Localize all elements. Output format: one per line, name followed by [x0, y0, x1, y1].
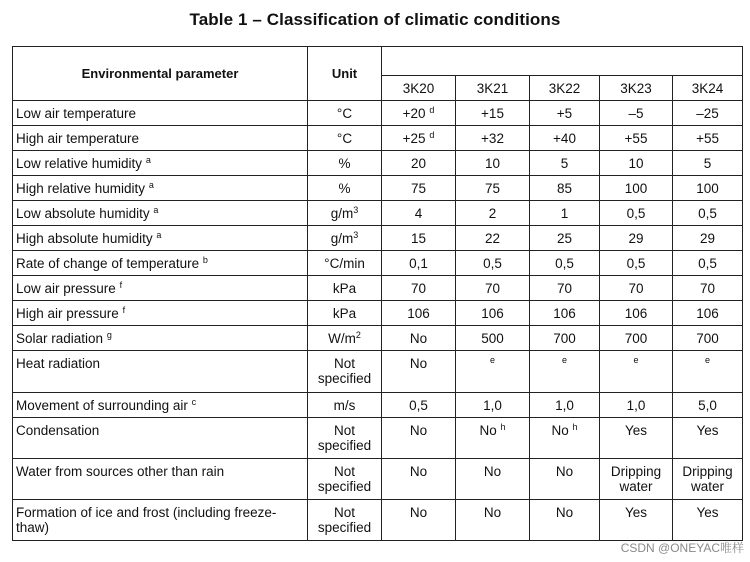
unit-cell: [308, 151, 382, 176]
unit-exponent: 3: [353, 204, 359, 215]
value-cell: [530, 151, 600, 176]
parameter-label: Rate of change of temperature: [16, 255, 200, 271]
unit-label: kPa: [332, 280, 357, 296]
unit-cell: [308, 251, 382, 276]
value-text: No: [409, 330, 428, 346]
footnote-marker: f: [122, 304, 126, 315]
unit-label: Not specified: [317, 505, 372, 535]
value-cell: [456, 226, 530, 251]
value-text: 5: [560, 155, 569, 171]
header-unit: Unit: [308, 47, 382, 101]
value-cell: [600, 459, 673, 500]
value-cell: [382, 393, 456, 418]
footnote-marker: h: [572, 422, 578, 432]
value-cell: [600, 276, 673, 301]
value-text: 70: [484, 280, 501, 296]
unit-cell: [308, 500, 382, 541]
table-row: [13, 326, 743, 351]
value-text: 5: [703, 155, 712, 171]
table-row: [13, 126, 743, 151]
value-text: 100: [624, 180, 648, 196]
value-text: 20: [410, 155, 427, 171]
unit-cell: [308, 301, 382, 326]
parameter-label: Low air temperature: [16, 105, 137, 121]
value-cell: [673, 351, 743, 393]
unit-label: g/m: [330, 205, 354, 221]
value-text: Yes: [624, 423, 648, 438]
value-cell: [382, 418, 456, 459]
table-row: [13, 151, 743, 176]
value-cell: [600, 251, 673, 276]
unit-cell: [308, 101, 382, 126]
value-cell: [456, 500, 530, 541]
parameter-label: Low absolute humidity: [16, 205, 150, 221]
value-cell: [530, 500, 600, 541]
value-cell: [673, 276, 743, 301]
parameter-label: High air temperature: [16, 130, 140, 146]
value-text: 29: [700, 230, 716, 246]
unit-cell: [308, 418, 382, 459]
value-text: –5: [628, 105, 644, 121]
footnote-marker: a: [145, 154, 151, 165]
value-cell: [530, 226, 600, 251]
unit-cell: [308, 459, 382, 500]
footnote-marker: g: [106, 329, 112, 340]
value-text: 0,5: [555, 255, 574, 271]
header-class: 3K20: [382, 76, 456, 101]
value-text: Yes: [696, 505, 719, 520]
parameter-label: Low relative humidity: [16, 155, 143, 171]
value-cell: [530, 326, 600, 351]
value-text: 75: [410, 180, 427, 196]
value-text: 106: [624, 305, 648, 321]
footnote-marker: c: [191, 396, 197, 407]
table-row: [13, 101, 743, 126]
value-text: Dripping water: [610, 464, 662, 494]
value-text: +20: [402, 105, 426, 121]
value-cell: [600, 101, 673, 126]
footnote-marker: a: [148, 179, 154, 190]
parameter-cell: [13, 151, 308, 176]
value-cell: [382, 151, 456, 176]
value-cell: [456, 301, 530, 326]
value-cell: [673, 151, 743, 176]
parameter-label: Heat radiation: [16, 356, 101, 371]
value-text: 700: [696, 330, 719, 346]
unit-label: °C: [336, 105, 353, 121]
table-row: [13, 351, 743, 393]
value-cell: [456, 326, 530, 351]
value-cell: [382, 301, 456, 326]
value-text: Dripping water: [682, 464, 733, 494]
parameter-cell: [13, 500, 308, 541]
unit-cell: [308, 126, 382, 151]
value-cell: [456, 393, 530, 418]
value-text: 70: [700, 280, 716, 296]
value-text: 70: [628, 280, 644, 296]
value-text: +55: [696, 130, 719, 146]
value-text: 0,5: [698, 255, 717, 271]
parameter-cell: [13, 101, 308, 126]
value-cell: [530, 459, 600, 500]
table-row: [13, 301, 743, 326]
unit-label: W/m: [328, 330, 356, 346]
table-title: Table 1 – Classification of climatic conditions: [189, 10, 561, 29]
value-text: 106: [696, 305, 719, 321]
header-parameter: Environmental parameter: [13, 47, 308, 101]
value-text: Yes: [624, 505, 648, 520]
header-class: 3K23: [600, 76, 673, 101]
table-row: [13, 393, 743, 418]
watermark: CSDN @ONEYAC唯样: [620, 541, 744, 555]
unit-cell: [308, 351, 382, 393]
unit-label: °C/min: [324, 255, 365, 271]
value-cell: [600, 418, 673, 459]
parameter-cell: [13, 226, 308, 251]
value-text: 1,0: [626, 397, 646, 413]
value-cell: [673, 201, 743, 226]
value-cell: [600, 226, 673, 251]
value-text: +5: [556, 105, 573, 121]
value-text: 700: [624, 330, 648, 346]
header-class: 3K22: [530, 76, 600, 101]
value-text: 2: [488, 205, 497, 221]
unit-cell: [308, 176, 382, 201]
value-text: 70: [410, 280, 427, 296]
value-cell: [673, 393, 743, 418]
value-cell: [382, 459, 456, 500]
parameter-label: Low air pressure: [16, 280, 116, 296]
value-cell: [382, 276, 456, 301]
value-cell: [600, 201, 673, 226]
table-body: [13, 101, 743, 541]
value-cell: [600, 326, 673, 351]
value-text: 0,5: [483, 255, 502, 271]
footnote-marker: e: [705, 355, 711, 365]
value-cell: [673, 326, 743, 351]
value-cell: [456, 351, 530, 393]
value-text: No: [483, 505, 502, 520]
value-cell: [456, 276, 530, 301]
value-cell: [382, 500, 456, 541]
value-text: 25: [556, 230, 573, 246]
footnote-marker: d: [429, 129, 435, 140]
value-text: No: [409, 505, 428, 520]
value-text: 1,0: [555, 397, 574, 413]
value-text: No: [555, 464, 574, 479]
value-text: No: [483, 464, 502, 479]
value-cell: [530, 101, 600, 126]
parameter-cell: [13, 418, 308, 459]
table-row: [13, 276, 743, 301]
header-class: 3K21: [456, 76, 530, 101]
parameter-label: Solar radiation: [16, 330, 104, 346]
value-text: No: [551, 423, 569, 438]
value-cell: [456, 126, 530, 151]
value-cell: [673, 418, 743, 459]
parameter-label: Movement of surrounding air: [16, 397, 188, 413]
unit-label: %: [338, 180, 351, 196]
value-cell: [530, 393, 600, 418]
unit-cell: [308, 201, 382, 226]
value-cell: [530, 276, 600, 301]
header-class-span: [382, 47, 743, 76]
value-cell: [456, 101, 530, 126]
footnote-marker: b: [202, 254, 208, 265]
unit-label: Not specified: [317, 423, 372, 453]
value-cell: [600, 151, 673, 176]
value-text: 0,5: [626, 255, 646, 271]
parameter-label: High relative humidity: [16, 180, 146, 196]
footnote-marker: h: [500, 422, 506, 432]
value-cell: [530, 351, 600, 393]
parameter-cell: [13, 459, 308, 500]
value-cell: [673, 226, 743, 251]
value-text: No: [555, 505, 574, 520]
footnote-marker: a: [153, 204, 159, 215]
value-cell: [456, 176, 530, 201]
unit-cell: [308, 326, 382, 351]
table-row: [13, 201, 743, 226]
value-cell: [600, 301, 673, 326]
value-cell: [382, 351, 456, 393]
value-cell: [600, 126, 673, 151]
value-text: +40: [553, 130, 576, 146]
value-cell: [530, 301, 600, 326]
value-cell: [673, 101, 743, 126]
parameter-label: High air pressure: [16, 305, 119, 321]
value-cell: [600, 176, 673, 201]
value-text: 85: [556, 180, 573, 196]
parameter-cell: [13, 251, 308, 276]
unit-cell: [308, 393, 382, 418]
value-cell: [456, 459, 530, 500]
value-cell: [600, 500, 673, 541]
parameter-cell: [13, 301, 308, 326]
footnote-marker: e: [561, 355, 567, 365]
unit-label: %: [338, 155, 351, 171]
value-cell: [382, 126, 456, 151]
footnote-marker: d: [429, 104, 435, 115]
value-text: 10: [484, 155, 501, 171]
unit-cell: [308, 276, 382, 301]
value-text: +32: [481, 130, 504, 146]
value-text: 100: [696, 180, 719, 196]
value-text: 0,5: [626, 205, 646, 221]
value-text: 15: [410, 230, 427, 246]
header-class: 3K24: [673, 76, 743, 101]
parameter-cell: [13, 276, 308, 301]
parameter-label: Formation of ice and frost (including freeze-thaw): [16, 505, 277, 535]
value-cell: [382, 201, 456, 226]
value-text: +55: [624, 130, 648, 146]
value-text: +15: [481, 105, 504, 121]
parameter-cell: [13, 326, 308, 351]
value-cell: [530, 251, 600, 276]
value-text: No: [409, 423, 428, 438]
parameter-cell: [13, 176, 308, 201]
footnote-marker: f: [119, 279, 123, 290]
parameter-cell: [13, 393, 308, 418]
table-row: [13, 226, 743, 251]
value-text: 1,0: [483, 397, 502, 413]
table-row: [13, 251, 743, 276]
value-text: 0,1: [409, 255, 428, 271]
value-text: 0,5: [409, 397, 428, 413]
value-cell: [673, 459, 743, 500]
value-text: 0,5: [698, 205, 717, 221]
value-text: 500: [481, 330, 504, 346]
unit-exponent: 3: [353, 229, 359, 240]
value-text: No: [409, 356, 428, 371]
value-text: 5,0: [698, 397, 717, 413]
unit-label: kPa: [332, 305, 357, 321]
value-text: 1: [560, 205, 569, 221]
value-cell: [530, 176, 600, 201]
value-text: 106: [481, 305, 504, 321]
value-cell: [456, 201, 530, 226]
parameter-label: Condensation: [16, 423, 100, 438]
unit-label: °C: [336, 130, 353, 146]
value-cell: [673, 126, 743, 151]
climatic-conditions-table: [12, 46, 743, 541]
value-cell: [456, 418, 530, 459]
value-cell: [673, 251, 743, 276]
value-cell: [530, 201, 600, 226]
value-cell: [456, 251, 530, 276]
parameter-cell: [13, 201, 308, 226]
table-row: [13, 418, 743, 459]
unit-label: m/s: [333, 397, 356, 413]
value-text: 29: [628, 230, 644, 246]
parameter-cell: [13, 126, 308, 151]
value-text: No: [479, 423, 497, 438]
value-cell: [382, 326, 456, 351]
value-cell: [456, 151, 530, 176]
value-cell: [673, 500, 743, 541]
value-text: 106: [553, 305, 576, 321]
value-cell: [600, 351, 673, 393]
value-text: +25: [402, 130, 426, 146]
footnote-marker: e: [489, 355, 495, 365]
unit-cell: [308, 226, 382, 251]
unit-label: Not specified: [317, 356, 372, 386]
value-cell: [382, 176, 456, 201]
value-cell: [382, 226, 456, 251]
value-text: 22: [484, 230, 501, 246]
value-text: 10: [628, 155, 644, 171]
unit-exponent: 2: [355, 329, 361, 340]
value-cell: [530, 418, 600, 459]
value-text: Yes: [696, 423, 719, 438]
footnote-marker: a: [156, 229, 162, 240]
parameter-cell: [13, 351, 308, 393]
value-text: 70: [556, 280, 573, 296]
parameter-label: High absolute humidity: [16, 230, 153, 246]
table-row: [13, 176, 743, 201]
value-cell: [673, 301, 743, 326]
value-text: 75: [484, 180, 501, 196]
value-cell: [530, 126, 600, 151]
value-text: 106: [407, 305, 430, 321]
table-row: [13, 459, 743, 500]
value-text: –25: [696, 105, 719, 121]
footnote-marker: e: [633, 355, 639, 365]
value-text: 4: [414, 205, 423, 221]
unit-label: Not specified: [317, 464, 372, 494]
parameter-label: Water from sources other than rain: [16, 464, 225, 479]
value-text: No: [409, 464, 428, 479]
value-cell: [673, 176, 743, 201]
unit-label: g/m: [330, 230, 354, 246]
value-cell: [382, 251, 456, 276]
value-text: 700: [553, 330, 576, 346]
value-cell: [600, 393, 673, 418]
value-cell: [382, 101, 456, 126]
table-row: [13, 500, 743, 541]
